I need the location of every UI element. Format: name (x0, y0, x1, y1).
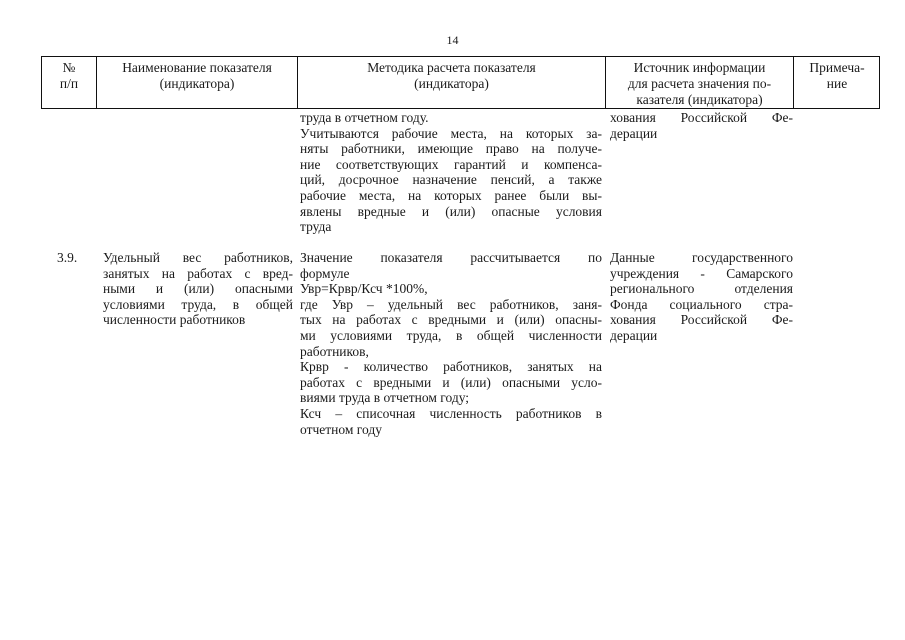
header-note-line: ние (826, 76, 848, 91)
text-line: Крвр - количество работников, занятых на (300, 359, 602, 375)
text-line: ций, досрочное назначение пенсий, а также (300, 172, 602, 188)
text-line: хования Российской Фе- (610, 312, 793, 328)
table-header (41, 56, 880, 109)
header-method (298, 60, 605, 92)
text-line: ми условиями труда, в общей численности (300, 327, 602, 343)
text-line: формуле (300, 265, 350, 281)
text-line: няты работники, имеющие право на получе- (300, 141, 602, 157)
text-line: ние соответствующих гарантий и компенса- (300, 156, 602, 172)
header-num-line: п/п (59, 76, 79, 91)
text-line: численности работников (103, 312, 246, 328)
text-line: рабочие места, на которых ранее были вы- (300, 187, 602, 203)
header-source-line: Источник информации (633, 60, 766, 75)
text-line: условиями труда, в общей (103, 296, 293, 312)
text-line: явлены вредные и (или) опасные условия (300, 203, 602, 219)
text-line: Учитываются рабочие места, на которых за- (300, 125, 602, 141)
text-line: труда в отчетном году. (300, 110, 429, 125)
text-line: Данные государственного (610, 250, 793, 265)
text-line: Фонда социального стра- (610, 296, 793, 312)
text-line: ными и (или) опасными (103, 281, 293, 297)
text-line: Ксч – списочная численность работников в (300, 405, 602, 421)
header-source-line: казателя (индикатора) (636, 92, 763, 107)
text-line: отчетном году (300, 421, 382, 437)
text-line: где Увр – удельный вес работников, заня- (300, 296, 602, 312)
header-method-line: Методика расчета показателя (367, 60, 536, 75)
text-line: регионального отделения (610, 281, 793, 297)
source-text (610, 250, 793, 344)
indicator-name (103, 250, 293, 328)
text-line: работах с вредными и (или) опасными усло- (300, 374, 602, 390)
text-line: Значение показателя рассчитывается по (300, 250, 602, 265)
header-name (97, 60, 297, 92)
text-line: труда (300, 219, 332, 235)
header-note (794, 60, 880, 92)
text-line: занятых на работах с вред- (103, 265, 293, 281)
text-line: дерации (610, 327, 658, 343)
continued-source-text (610, 110, 793, 141)
header-name-line: Наименование показателя (122, 60, 272, 75)
header-num-line: № (62, 60, 76, 75)
method-text (300, 250, 602, 437)
continued-method-text (300, 110, 602, 235)
text-line: виями труда в отчетном году; (300, 390, 470, 406)
text-line: тых на работах с вредными и (или) опасны- (300, 312, 602, 328)
row-number: 3.9. (57, 250, 78, 265)
header-source (606, 60, 793, 108)
text-line: дерации (610, 125, 658, 141)
text-line: учреждения - Самарского (610, 265, 793, 281)
header-num (42, 60, 96, 92)
header-method-line: (индикатора) (414, 76, 489, 91)
formula: Увр=Крвр/Ксч *100%, (300, 281, 428, 297)
header-note-line: Примеча- (809, 60, 865, 75)
text-line: Удельный вес работников, (103, 250, 293, 265)
header-name-line: (индикатора) (159, 76, 235, 91)
text-line: работников, (300, 343, 369, 359)
header-source-line: для расчета значения по- (627, 76, 772, 91)
text-line: хования Российской Фе- (610, 110, 793, 125)
page-number: 14 (446, 33, 459, 47)
